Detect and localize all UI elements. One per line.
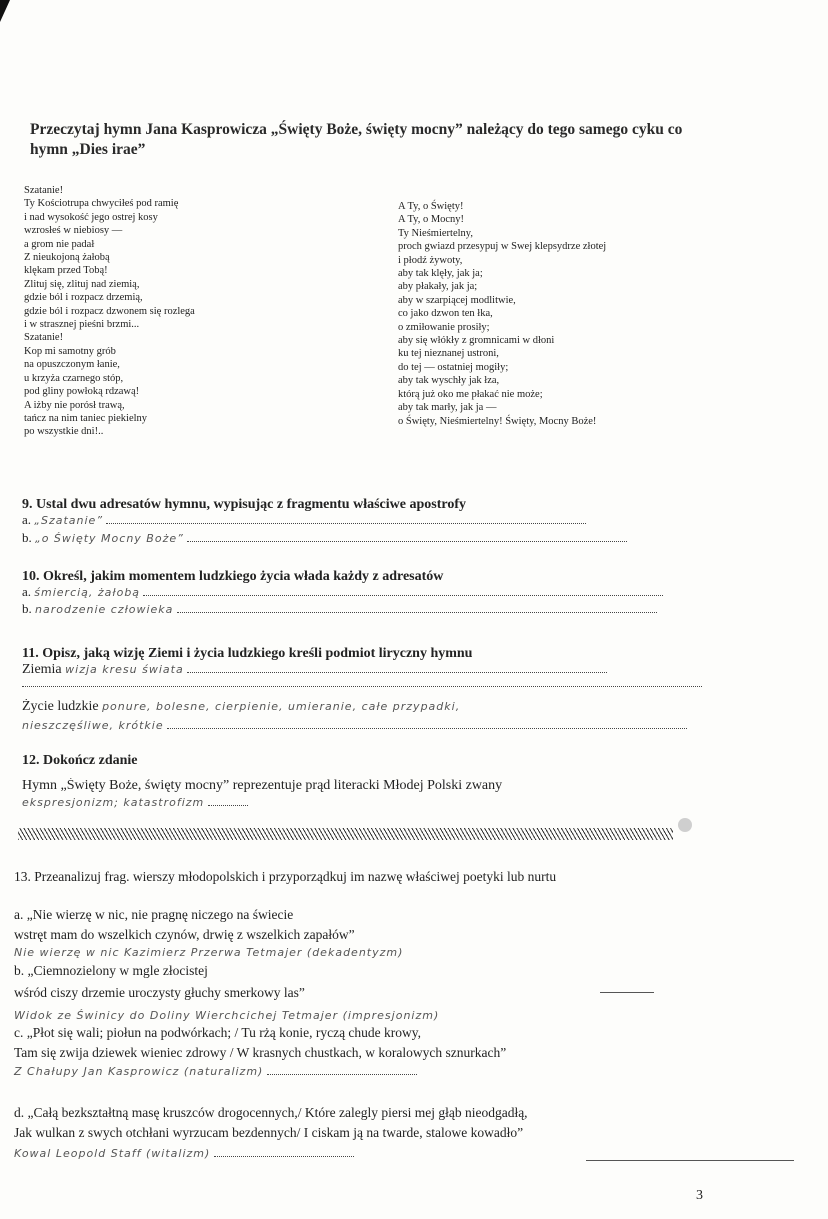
poem-right-column xyxy=(398,200,818,428)
dotted-line xyxy=(187,661,607,673)
poem-line: aby tak marły, jak ja — xyxy=(398,402,497,414)
item-a-line1: a. „Nie wierzę w nic, nie pragnę niczego na świecie xyxy=(14,907,294,922)
poem-line: na opuszczonym łanie, xyxy=(24,359,120,371)
poem-line: o zmiłowanie prosiły; xyxy=(398,321,490,333)
poem-line: u krzyża czarnego stóp, xyxy=(24,372,124,384)
poem-line: aby się włókły z gromnicami w dłoni xyxy=(398,335,555,347)
q9-answer-b[interactable]: b. „o Święty Mocny Boże” xyxy=(22,530,712,547)
poem-line: aby tak wyschły jak łza, xyxy=(398,375,500,387)
item-d-line2: Jak wulkan z swych otchłani wyrzucam bezdennych/ I ciskam ją na twarde, stalowe kowadło” xyxy=(14,1125,524,1140)
item-b-line1: b. „Ciemnozielony w mgle złocistej xyxy=(14,963,208,978)
q10-answer-b[interactable]: b. narodzenie człowieka xyxy=(22,601,712,618)
poem-line: Szatanie! xyxy=(24,332,64,344)
poem-line: Ty Kościotrupa chwyciłeś pod ramię xyxy=(24,198,179,210)
handwritten-answer: ponure, bolesne, cierpienie, umieranie, całe przypadki, xyxy=(102,700,461,713)
handwritten-answer: Widok ze Świnicy do Doliny Wierchcichej Tetmajer (impresjonizm) xyxy=(14,1009,440,1022)
poem-line: proch gwiazd przesypuj w Swej klepsydrze złotej xyxy=(398,241,607,253)
poem-line: gdzie ból i rozpacz dzwonem się rozlega xyxy=(24,305,195,317)
poem-line: aby w szarpiącej modlitwie, xyxy=(398,294,516,306)
dotted-line xyxy=(106,512,586,524)
item-a-answer[interactable] xyxy=(14,943,714,962)
poem-line: do tej — ostatniej mogiły; xyxy=(398,361,509,373)
item-c-line2: Tam się zwija dziewek wieniec zdrowy / W krasnych chustkach, w koralowych sznurkach” xyxy=(14,1045,507,1060)
long-rule xyxy=(586,1160,794,1161)
poem-line: pod gliny powłoką rdzawą! xyxy=(24,386,140,398)
poem-line: po wszystkie dni!.. xyxy=(24,426,104,438)
handwritten-answer: wizja kresu świata xyxy=(65,663,184,676)
poem-line: aby tak klęły, jak ja; xyxy=(398,268,483,280)
question-9: 9. Ustal dwu adresatów hymnu, wypisując z fragmentu właściwe apostrofy xyxy=(22,497,466,512)
poem-left-column xyxy=(24,184,324,439)
scan-corner-mark xyxy=(0,0,10,22)
q12-sentence: Hymn „Święty Boże, święty mocny” reprezentuje prąd literacki Młodej Polski zwany xyxy=(22,778,503,793)
handwritten-answer: „Szatanie” xyxy=(34,514,104,527)
question-10: 10. Określ, jakim momentem ludzkiego życia włada każdy z adresatów xyxy=(22,569,444,584)
poem-line: co jako dzwon ten łka, xyxy=(398,308,493,320)
dotted-line xyxy=(143,584,663,596)
separator-hatch xyxy=(18,828,673,840)
handwritten-answer: Kowal Leopold Staff (witalizm) xyxy=(14,1147,211,1160)
handwritten-answer: narodzenie człowieka xyxy=(35,603,174,616)
poem-line: o Święty, Nieśmiertelny! Święty, Mocny Boże! xyxy=(398,415,597,427)
question-11: 11. Opisz, jaką wizję Ziemi i życia ludzkiego kreśli podmiot liryczny hymnu xyxy=(22,646,473,661)
poem-line: A iżby nie porósł trawą, xyxy=(24,399,125,411)
dotted-line xyxy=(167,717,687,729)
scan-mark xyxy=(678,818,692,832)
poem-line: gdzie ból i rozpacz drzemią, xyxy=(24,292,143,304)
handwritten-answer: Nie wierzę w nic Kazimierz Przerwa Tetmajer (dekadentyzm) xyxy=(14,946,404,959)
dotted-line xyxy=(22,686,702,687)
dotted-line xyxy=(208,794,248,806)
poem-line: a grom nie padał xyxy=(24,238,95,250)
poem-line: Zlituj się, zlituj nad ziemią, xyxy=(24,278,140,290)
question-13: 13. Przeanalizuj frag. wierszy młodopolskich i przyporządkuj im nazwę właściwej poetyki lub nurtu xyxy=(14,869,557,884)
task-title: Przeczytaj hymn Jana Kasprowicza „Święty Boże, święty mocny” należący do tego samego cyku co hymn „Dies irae” xyxy=(30,121,683,158)
poem-line: klękam przed Tobą! xyxy=(24,265,108,277)
poem-line: Z nieukojoną żałobą xyxy=(24,252,110,264)
item-b-answer[interactable] xyxy=(14,1006,714,1025)
dotted-line xyxy=(267,1063,417,1075)
q11-zycie[interactable]: Życie ludzkie ponure, bolesne, cierpienie, umieranie, całe przypadki, xyxy=(22,699,461,714)
poem-line: A Ty, o Święty! xyxy=(398,201,464,212)
handwritten-answer: Z Chałupy Jan Kasprowicz (naturalizm) xyxy=(14,1065,264,1078)
handwritten-answer: „o Święty Mocny Boże” xyxy=(35,532,184,545)
handwritten-answer: nieszczęśliwe, krótkie xyxy=(22,719,164,732)
poem-line: Ty Nieśmiertelny, xyxy=(398,227,473,239)
dotted-line xyxy=(177,601,657,613)
handwritten-answer: ekspresjonizm; katastrofizm xyxy=(22,796,205,809)
short-rule xyxy=(600,992,654,993)
poem-line: i płodź żywoty, xyxy=(398,254,463,266)
item-a-line2: wstręt mam do wszelkich czynów, drwię z wszelkich zapałów” xyxy=(14,927,355,942)
handwritten-answer: śmiercią, żałobą xyxy=(34,586,141,599)
q9-answer-a[interactable]: a. „Szatanie” xyxy=(22,512,712,529)
poem-line: i w strasznej pieśni brzmi... xyxy=(24,319,140,331)
q10-answer-a[interactable]: a. śmiercią, żałobą xyxy=(22,584,712,601)
question-12: 12. Dokończ zdanie xyxy=(22,753,138,768)
dotted-line xyxy=(214,1145,354,1157)
poem-line: ku tej nieznanej ustroni, xyxy=(398,348,499,360)
item-d-line1: d. „Całą bezkształtną masę kruszców drogocennych,/ Które zalegly piersi mej głąb nieodgadłą, xyxy=(14,1105,528,1120)
poem-line: A Ty, o Mocny! xyxy=(398,214,465,226)
poem-line: którą już oko me płakać nie może; xyxy=(398,388,543,400)
q11-ziemia[interactable]: Ziemia wizja kresu świata xyxy=(22,661,712,678)
dotted-line xyxy=(187,530,627,542)
poem-line: tańcz na nim taniec piekielny xyxy=(24,412,148,424)
item-c-answer[interactable] xyxy=(14,1062,714,1081)
poem-line: wzrosłeś w niebiosy — xyxy=(24,225,123,237)
poem-line: i nad wysokość jego ostrej kosy xyxy=(24,211,158,223)
poem-line: Szatanie! xyxy=(24,185,64,196)
q11-zycie-cont[interactable] xyxy=(22,717,712,734)
item-c-line1: c. „Płot się wali; piołun na podwórkach; / Tu rżą konie, ryczą chude krowy, xyxy=(14,1025,422,1040)
poem-line: Kop mi samotny grób xyxy=(24,345,116,357)
item-b-line2: wśród ciszy drzemie uroczysty głuchy smerkowy las” xyxy=(14,985,305,1000)
q12-answer[interactable] xyxy=(22,794,712,811)
page-number: 3 xyxy=(696,1188,703,1203)
poem-line: aby płakały, jak ja; xyxy=(398,281,478,293)
